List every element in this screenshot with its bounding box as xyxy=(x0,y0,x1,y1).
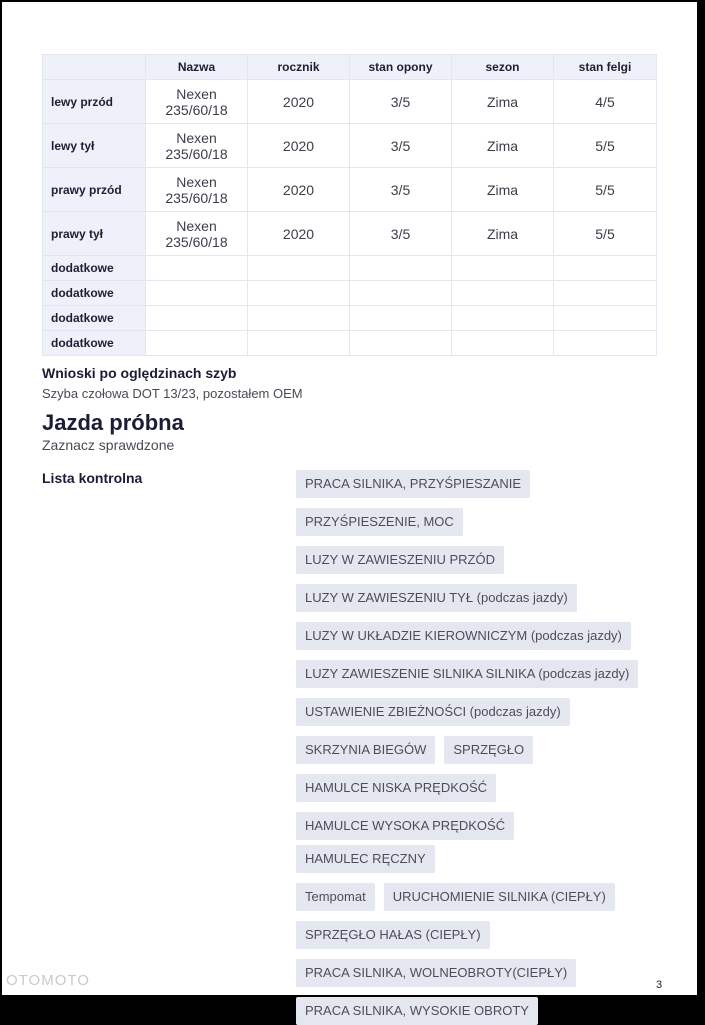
row-position: lewy tył xyxy=(43,124,146,168)
checklist-chip[interactable]: PRACA SILNIKA, WYSOKIE OBROTY xyxy=(296,997,538,1025)
header-rim-condition: stan felgi xyxy=(554,55,657,80)
rim-condition-cell: 5/5 xyxy=(554,212,657,256)
checklist-chip[interactable]: SKRZYNIA BIEGÓW xyxy=(296,736,435,764)
tire-brand: Nexen xyxy=(176,129,217,146)
checklist-chip[interactable]: LUZY W UKŁADZIE KIEROWNICZYM (podczas jazdy) xyxy=(296,622,631,650)
checklist-chip[interactable]: PRZYŚPIESZENIE, MOC xyxy=(296,508,463,536)
table-row-extra xyxy=(43,306,657,331)
rim-condition-cell: 5/5 xyxy=(554,124,657,168)
tire-brand: Nexen xyxy=(176,217,217,234)
season-cell: Zima xyxy=(452,80,554,124)
checklist-chip[interactable]: LUZY ZAWIESZENIE SILNIKA SILNIKA (podczas jazdy) xyxy=(296,660,638,688)
table-row xyxy=(43,168,657,212)
row-position: prawy tył xyxy=(43,212,146,256)
row-position: lewy przód xyxy=(43,80,146,124)
tire-condition-cell: 3/5 xyxy=(350,168,452,212)
year-cell: 2020 xyxy=(248,124,350,168)
tire-size: 235/60/18 xyxy=(165,189,228,206)
test-drive-title: Jazda próbna xyxy=(42,410,184,435)
tire-name-cell xyxy=(146,212,248,256)
tire-condition-cell: 3/5 xyxy=(350,124,452,168)
tire-brand: Nexen xyxy=(176,85,217,102)
checklist-chip[interactable]: SPRZĘGŁO HAŁAS (CIEPŁY) xyxy=(296,921,490,949)
tire-size: 235/60/18 xyxy=(165,101,228,118)
row-position: prawy przód xyxy=(43,168,146,212)
document-page xyxy=(2,2,697,1018)
row-position: dodatkowe xyxy=(43,281,146,306)
checklist-chip[interactable]: SPRZĘGŁO xyxy=(444,736,533,764)
header-name: Nazwa xyxy=(146,55,248,80)
season-cell: Zima xyxy=(452,124,554,168)
tire-size: 235/60/18 xyxy=(165,233,228,250)
table-row xyxy=(43,80,657,124)
checklist-chip[interactable]: HAMULCE WYSOKA PRĘDKOŚĆ xyxy=(296,812,514,840)
tire-name-cell xyxy=(146,168,248,212)
checklist-chip[interactable]: USTAWIENIE ZBIEŻNOŚCI (podczas jazdy) xyxy=(296,698,570,726)
tire-condition-cell: 3/5 xyxy=(350,212,452,256)
row-position: dodatkowe xyxy=(43,256,146,281)
tire-table xyxy=(42,54,657,356)
checklist-label: Lista kontrolna xyxy=(42,470,143,486)
table-row-extra xyxy=(43,281,657,306)
row-position: dodatkowe xyxy=(43,331,146,356)
checklist-chip[interactable]: Tempomat xyxy=(296,883,375,911)
header-season: sezon xyxy=(452,55,554,80)
tire-name-cell xyxy=(146,124,248,168)
table-row xyxy=(43,212,657,256)
checklist-chips xyxy=(296,470,656,1025)
season-cell: Zima xyxy=(452,212,554,256)
year-cell: 2020 xyxy=(248,168,350,212)
tire-name-cell xyxy=(146,80,248,124)
checklist-chip[interactable]: PRACA SILNIKA, PRZYŚPIESZANIE xyxy=(296,470,530,498)
header-year: rocznik xyxy=(248,55,350,80)
watermark-logo: OTOMOTO xyxy=(6,972,90,989)
glass-inspection-title: Wnioski po oględzinach szyb xyxy=(42,365,237,381)
checklist-chip[interactable]: PRACA SILNIKA, WOLNEOBROTY(CIEPŁY) xyxy=(296,959,576,987)
checklist-chip[interactable]: URUCHOMIENIE SILNIKA (CIEPŁY) xyxy=(384,883,615,911)
page-number: 3 xyxy=(656,979,663,991)
checklist-chip[interactable]: HAMULEC RĘCZNY xyxy=(296,845,435,873)
header-corner xyxy=(43,55,146,80)
checklist-chip[interactable]: LUZY W ZAWIESZENIU TYŁ (podczas jazdy) xyxy=(296,584,577,612)
season-cell: Zima xyxy=(452,168,554,212)
table-row-extra xyxy=(43,256,657,281)
year-cell: 2020 xyxy=(248,212,350,256)
rim-condition-cell: 4/5 xyxy=(554,80,657,124)
table-row-extra xyxy=(43,331,657,356)
checklist-chip[interactable]: LUZY W ZAWIESZENIU PRZÓD xyxy=(296,546,504,574)
test-drive-subtitle: Zaznacz sprawdzone xyxy=(42,437,175,453)
header-tire-condition: stan opony xyxy=(350,55,452,80)
rim-condition-cell: 5/5 xyxy=(554,168,657,212)
row-position: dodatkowe xyxy=(43,306,146,331)
tire-size: 235/60/18 xyxy=(165,145,228,162)
table-row xyxy=(43,124,657,168)
tire-brand: Nexen xyxy=(176,173,217,190)
checklist-chip[interactable]: HAMULCE NISKA PRĘDKOŚĆ xyxy=(296,774,496,802)
glass-inspection-text: Szyba czołowa DOT 13/23, pozostałem OEM xyxy=(42,386,303,401)
tire-table-header xyxy=(43,55,657,80)
year-cell: 2020 xyxy=(248,80,350,124)
tire-condition-cell: 3/5 xyxy=(350,80,452,124)
